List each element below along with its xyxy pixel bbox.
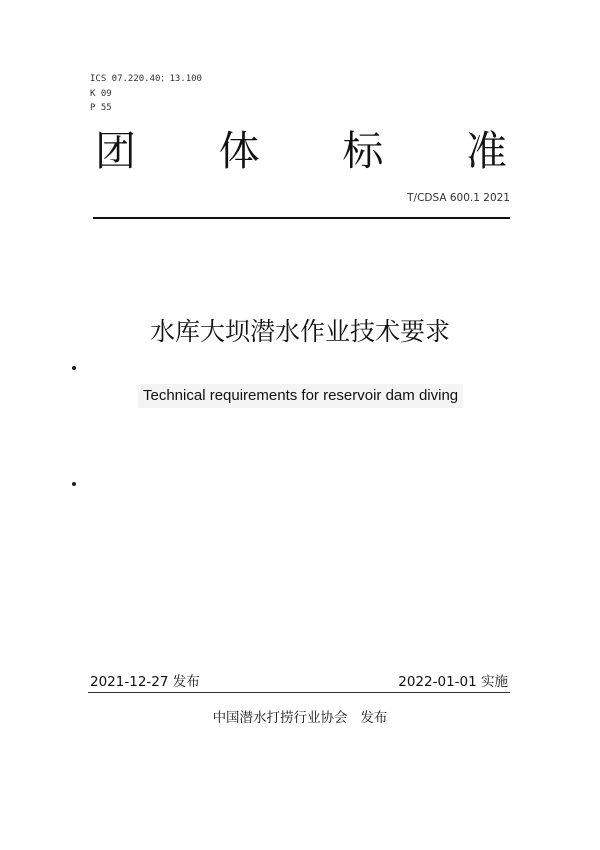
classification-codes — [90, 72, 202, 116]
standard-number: T/CDSA 600.1 2021 — [407, 192, 510, 204]
footer-divider — [88, 692, 510, 693]
implementation-date: 2022-01-01 实施 — [398, 674, 508, 690]
date-row — [90, 672, 508, 692]
title-chinese: 水库大坝潜水作业技术要求 — [149, 317, 450, 346]
document-type-char: 准 — [465, 127, 507, 175]
document-type-char: 团 — [95, 127, 136, 175]
ics-code: ICS 07.220.40；13.100 — [90, 74, 202, 84]
document-type-char: 体 — [218, 127, 260, 175]
document-type-char: 标 — [342, 127, 384, 175]
ccs-code-primary: K 09 — [90, 88, 112, 99]
header-divider — [93, 217, 510, 219]
bullet-mark — [72, 366, 76, 370]
ccs-code-secondary: P 55 — [90, 103, 112, 113]
issue-date: 2021-12-27 发布 — [90, 674, 200, 690]
title-english: Technical requirements for reservoir dam diving — [138, 384, 463, 408]
document-type-heading — [95, 124, 507, 178]
bullet-mark — [72, 482, 76, 486]
publisher: 中国潜水打捞行业协会 发布 — [212, 710, 388, 726]
